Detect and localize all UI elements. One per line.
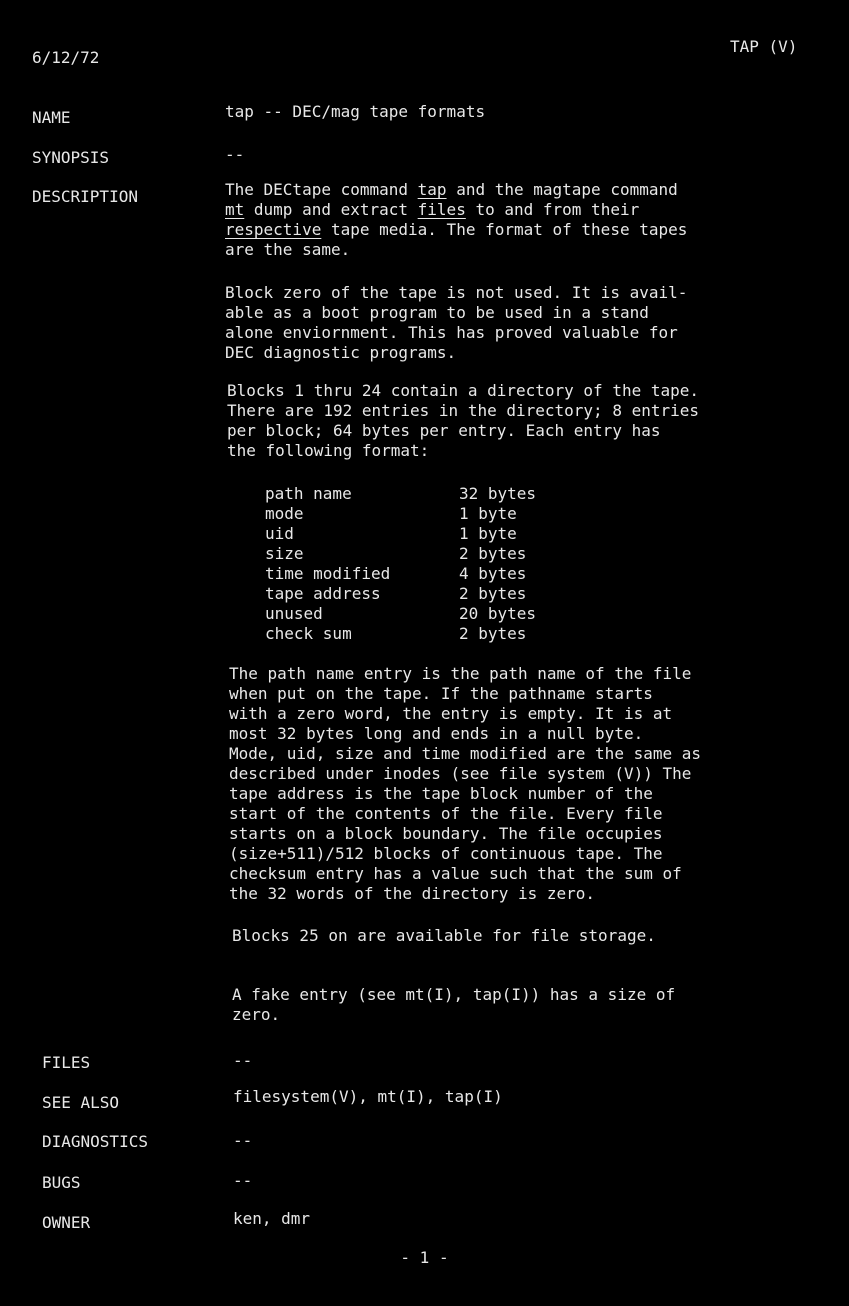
format-field: tape address — [265, 584, 381, 603]
format-field: path name — [265, 484, 352, 503]
description-paragraph-2 — [225, 283, 687, 363]
description-paragraph-4 — [229, 664, 701, 904]
paragraph-line: starts on a block boundary. The file occupies — [229, 824, 663, 843]
paragraph-line: The path name entry is the path name of the file — [229, 664, 692, 683]
paragraph-line: Block zero of the tape is not used. It is avail- — [225, 283, 688, 302]
paragraph-line: the following format: — [227, 441, 430, 460]
files-word: files — [417, 200, 466, 219]
table-row — [0, 544, 849, 564]
paragraph-line: when put on the tape. If the pathname starts — [229, 684, 653, 703]
format-size: 2 bytes — [459, 584, 527, 603]
format-field: time modified — [265, 564, 391, 583]
table-row — [0, 604, 849, 624]
paragraph-line: zero. — [232, 1005, 281, 1024]
format-field: uid — [265, 524, 294, 543]
respective-word: respective — [225, 220, 322, 239]
description-paragraph-3 — [227, 381, 699, 461]
text-run: The DECtape command — [225, 180, 418, 199]
paragraph-line — [225, 200, 687, 220]
paragraph-line: DEC diagnostic programs. — [225, 343, 457, 362]
text-run: tape media. The format of these tapes — [321, 220, 688, 239]
table-row — [0, 504, 849, 524]
see-also-text: filesystem(V), mt(I), tap(I) — [233, 1087, 503, 1106]
table-row — [0, 484, 849, 504]
section-label-owner: OWNER — [42, 1213, 91, 1232]
description-paragraph-5: Blocks 25 on are available for file storage. — [232, 926, 656, 945]
paragraph-line: most 32 bytes long and ends in a null byte. — [229, 724, 644, 743]
text-run: dump and extract — [244, 200, 418, 219]
format-size: 2 bytes — [459, 544, 527, 563]
section-label-description: DESCRIPTION — [32, 187, 138, 206]
table-row — [0, 584, 849, 604]
format-field: mode — [265, 504, 304, 523]
name-text: tap -- DEC/mag tape formats — [225, 102, 486, 121]
paragraph-line — [225, 220, 687, 240]
page-number: - 1 - — [400, 1248, 449, 1267]
paragraph-line: the 32 words of the directory is zero. — [229, 884, 596, 903]
format-size: 1 byte — [459, 524, 517, 543]
page-date: 6/12/72 — [32, 48, 100, 67]
paragraph-line: are the same. — [225, 240, 351, 259]
format-size: 2 bytes — [459, 624, 527, 643]
format-size: 4 bytes — [459, 564, 527, 583]
text-run: to and from their — [465, 200, 640, 219]
page-title: TAP (V) — [730, 37, 798, 56]
paragraph-line: (size+511)/512 blocks of continuous tape. The — [229, 844, 663, 863]
format-size: 20 bytes — [459, 604, 537, 623]
paragraph-line: able as a boot program to be used in a stand — [225, 303, 649, 322]
format-field: check sum — [265, 624, 352, 643]
paragraph-line: Blocks 1 thru 24 contain a directory of the tape. — [227, 381, 700, 400]
synopsis-text: -- — [225, 145, 245, 164]
section-label-diagnostics: DIAGNOSTICS — [42, 1132, 148, 1151]
paragraph-line: start of the contents of the file. Every file — [229, 804, 663, 823]
paragraph-line: Mode, uid, size and time modified are the same as — [229, 744, 702, 763]
paragraph-line: checksum entry has a value such that the sum of — [229, 864, 682, 883]
tap-command-ref: tap — [417, 180, 447, 199]
bugs-text: -- — [233, 1171, 253, 1190]
table-row — [0, 624, 849, 644]
text-run: and the magtape command — [446, 180, 678, 199]
format-field: unused — [265, 604, 323, 623]
table-row — [0, 564, 849, 584]
paragraph-line: There are 192 entries in the directory; 8 entries — [227, 401, 700, 420]
description-paragraph-6 — [232, 985, 675, 1025]
format-size: 32 bytes — [459, 484, 537, 503]
format-size: 1 byte — [459, 504, 517, 523]
description-paragraph-1 — [225, 180, 687, 260]
paragraph-line: tape address is the tape block number of the — [229, 784, 653, 803]
mt-command-ref: mt — [225, 200, 245, 219]
owner-text: ken, dmr — [233, 1209, 311, 1228]
section-label-bugs: BUGS — [42, 1173, 81, 1192]
files-text: -- — [233, 1051, 253, 1070]
paragraph-line: with a zero word, the entry is empty. It is at — [229, 704, 673, 723]
section-label-files: FILES — [42, 1053, 91, 1072]
section-label-synopsis: SYNOPSIS — [32, 148, 110, 167]
format-field: size — [265, 544, 304, 563]
paragraph-line: alone enviornment. This has proved valuable for — [225, 323, 678, 342]
paragraph-line — [225, 180, 687, 200]
paragraph-line: A fake entry (see mt(I), tap(I)) has a size of — [232, 985, 676, 1004]
diagnostics-text: -- — [233, 1131, 253, 1150]
table-row — [0, 524, 849, 544]
entry-format-table — [0, 484, 849, 654]
section-label-see-also: SEE ALSO — [42, 1093, 120, 1112]
paragraph-line: per block; 64 bytes per entry. Each entry has — [227, 421, 661, 440]
paragraph-line: described under inodes (see file system (V)) The — [229, 764, 692, 783]
section-label-name: NAME — [32, 108, 71, 127]
